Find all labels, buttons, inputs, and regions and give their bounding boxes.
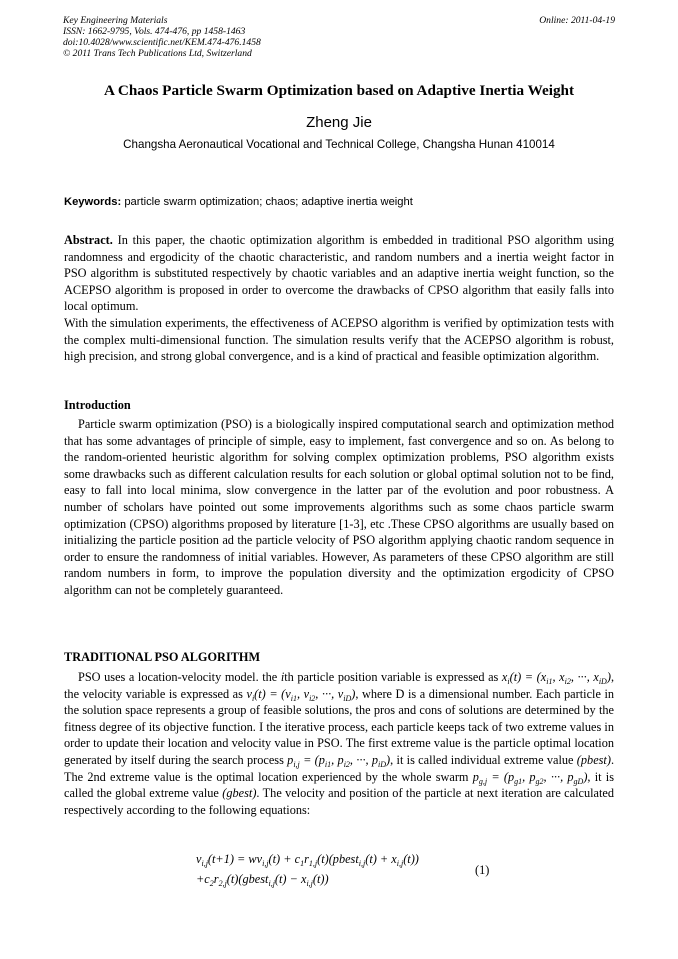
abstract [64,232,614,365]
velocity-formula: $v_i(t) = (v_{i1}$, $v_{i2}$, ···, $v_{iD}$) [246,686,356,703]
keywords [64,196,624,208]
abstract-p2: With the simulation experiments, the effectiveness of ACEPSO algorithm is verified by optimization tests with the complex multi-dimensional function. The simulation results verify that the ACEPSO algorithm is robust, high precision, and strong global convergence, and is a kind of practical and feasible optimization algorithm. [64,315,614,364]
affiliation: Changsha Aeronautical Vocational and Technical College, Changsha Hunan 410014 [123,138,555,151]
pso-heading: TRADITIONAL PSO ALGORITHM [64,650,261,664]
gbest-formula: $p_{g,j} = (p_{g1}$, $p_{g2}$, ···, $p_{gD}$) [472,769,588,786]
introduction-heading: Introduction [64,398,131,412]
equation-number: (1) [475,863,490,877]
pso-section [64,669,614,818]
abstract-label: Abstract. [64,233,113,247]
pso-paragraph: PSO uses a location-velocity model. the ith particle position variable is expressed as $x_i(t) = (x_{i1}$, $x_{i2}$, ···, $x_{iD}$), the velocity variable is expressed as $v_i(t) = (v_{i1}$, $v_{i2}$, ···, $v_{iD}$), where D is a dimensional number. Each particle in the solution space represents a group of feasible solutions, the pros and cons of solutions are determined by the fitness degree of its objective function. I the iterative process, each particle keeps tack of two extreme values in order to update their location and velocity value in PSO. The first extreme value is the particle optimal location generated by itself during the search process $p_{i,j} = (p_{i1}$, $p_{i2}$, ···, $p_{iD}$), it is called individual extreme value (pbest). The 2nd extreme value is the optimal location experienced by the whole swarm $p_{g,j} = (p_{g1}$, $p_{g2}$, ···, $p_{gD}$), it is called the global extreme value (gbest). The velocity and position of the particle at next iteration are calculated respectively according to the following equations: [64,670,615,817]
issn-line: ISSN: 1662-9795, Vols. 474-476, pp 1458-1463 [63,26,246,37]
equation-line-2: $+c_2r_{2,j}(t)(gbest_{i,j}(t) - x_{i,j}(t))$ [196,872,329,888]
paper-title: A Chaos Particle Swarm Optimization based on Adaptive Inertia Weight [103,82,575,99]
introduction-text: Particle swarm optimization (PSO) is a biologically inspired computational search and optimization method that has some advantages of principle of simple, easy to implement, fast convergence and so on. As belong to the random-oriented heuristic algorithm for solving complex optimization problems, PSO algorithm exists some drawbacks such as different calculation results for each solution or global optimal solution not to be find, easy to fall into local minima, slow convergence in the latter par of the evolution and poor robustness. A number of scholars have pointed out some improvements algorithms such as some chaos particle swarm optimization (CPSO) algorithms proposed by literature [1-3], etc .These CPSO algorithms are usually based on initializing the particle position ad the particle velocity of PSO algorithm applying chaotic random sequence in order to ensure the randomness of initial variables. However, As parameters of these CPSO algorithm are still random numbers in form, to improve the population diversity and the optimization ergodicity of CPSO algorithm can not be completely guaranteed. [64,417,614,597]
journal-name: Key Engineering Materials [63,15,168,26]
abstract-p1: In this paper, the chaotic optimization algorithm is embedded in traditional PSO algorithm using randomness and ergodicity of the chaotic characteristic, and random numbers and a inertia weight factor in PSO algorithm is substituted respectively by chaotic variables and an adaptive inertia weight function, so the ACEPSO algorithm is proposed in order to overcome the drawbacks of CPSO algorithm that easily falls into local optimum. [64,233,614,314]
online-date: Online: 2011-04-19 [539,15,615,26]
copyright-line: © 2011 Trans Tech Publications Ltd, Switzerland [63,48,252,59]
position-formula: $x_i(t) = (x_{i1}$, $x_{i2}$, ···, $x_{iD}$) [501,670,611,686]
author: Zheng Jie [306,114,372,131]
doi-line: doi:10.4028/www.scientific.net/KEM.474-476.1458 [63,37,261,48]
pbest-formula: $p_{i,j} = (p_{i1}$, $p_{i2}$, ···, $p_{iD}$) [287,752,391,769]
journal-header [63,15,615,59]
keywords-label: Keywords: [64,196,122,208]
keywords-text: particle swarm optimization; chaos; adaptive inertia weight [124,196,413,208]
introduction-section [64,416,614,599]
equation-line-1: $v_{i,j}(t+1) = wv_{i,j}(t)$ + $c_1r_{1,j}(t)(pbest_{i,j}(t) + x_{i,j}(t))$ [196,852,419,868]
